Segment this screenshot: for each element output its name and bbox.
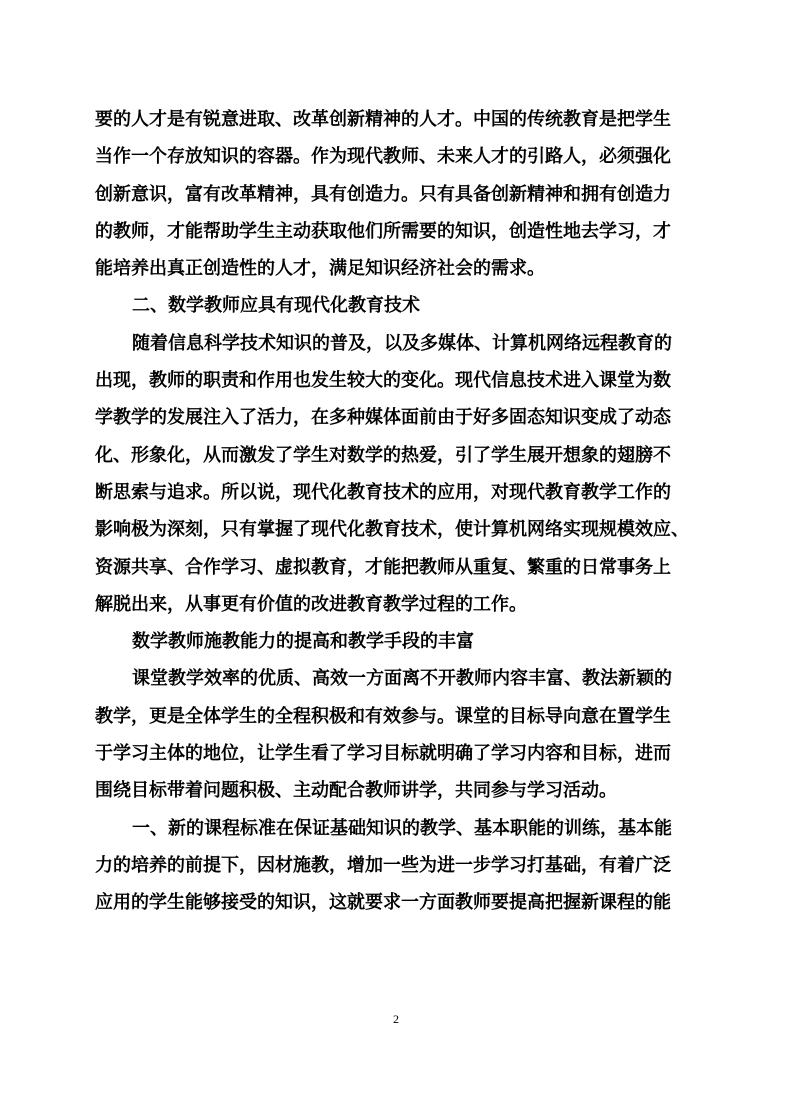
page-number: 2 bbox=[393, 1012, 399, 1026]
text-line: 力的培养的前提下，因材施教，增加一些为进一步学习打基础，有着广泛 bbox=[95, 854, 671, 876]
text-line: 于学习主体的地位，让学生看了学习目标就明确了学习内容和目标，进而 bbox=[95, 743, 671, 765]
text-line: 出现，教师的职责和作用也发生较大的变化。现代信息技术进入课堂为数 bbox=[95, 370, 671, 392]
text-line: 创新意识，富有改革精神，具有创造力。只有具备创新精神和拥有创造力 bbox=[95, 183, 671, 205]
document-body bbox=[95, 101, 695, 922]
text-line: 应用的学生能够接受的知识，这就要求一方面教师要提高把握新课程的能 bbox=[95, 892, 671, 914]
text-line: 资源共享、合作学习、虚拟教育，才能把教师从重复、繁重的日常事务上 bbox=[95, 556, 671, 578]
text-line: 二、数学教师应具有现代化教育技术 bbox=[132, 295, 420, 317]
text-line: 随着信息科学技术知识的普及，以及多媒体、计算机网络远程教育的 bbox=[132, 332, 672, 354]
text-line: 解脱出来，从事更有价值的改进教育教学过程的工作。 bbox=[95, 593, 527, 615]
text-line: 围绕目标带着问题积极、主动配合教师讲学，共同参与学习活动。 bbox=[95, 780, 617, 802]
text-line: 能培养出真正创造性的人才，满足知识经济社会的需求。 bbox=[95, 258, 545, 280]
text-line: 数学教师施教能力的提高和教学手段的丰富 bbox=[132, 631, 474, 653]
text-line: 的教师，才能帮助学生主动获取他们所需要的知识，创造性地去学习，才 bbox=[95, 220, 671, 242]
text-line: 影响极为深刻，只有掌握了现代化教育技术，使计算机网络实现规模效应、 bbox=[95, 519, 689, 541]
text-line: 当作一个存放知识的容器。作为现代教师、未来人才的引路人，必须强化 bbox=[95, 146, 671, 168]
text-line: 化、形象化，从而激发了学生对数学的热爱，引了学生展开想象的翅膀不 bbox=[95, 444, 671, 466]
text-line: 学教学的发展注入了活力，在多种媒体面前由于好多固态知识变成了动态 bbox=[95, 407, 671, 429]
text-line: 课堂教学效率的优质、高效一方面离不开教师内容丰富、教法新颖的 bbox=[132, 668, 672, 690]
text-line: 教学，更是全体学生的全程积极和有效参与。课堂的目标导向意在置学生 bbox=[95, 705, 671, 727]
text-line: 一、新的课程标准在保证基础知识的教学、基本职能的训练，基本能 bbox=[132, 817, 672, 839]
text-line: 断思索与追求。所以说，现代化教育技术的应用，对现代教育教学工作的 bbox=[95, 481, 671, 503]
text-line: 要的人才是有锐意进取、改革创新精神的人才。中国的传统教育是把学生 bbox=[95, 109, 671, 130]
